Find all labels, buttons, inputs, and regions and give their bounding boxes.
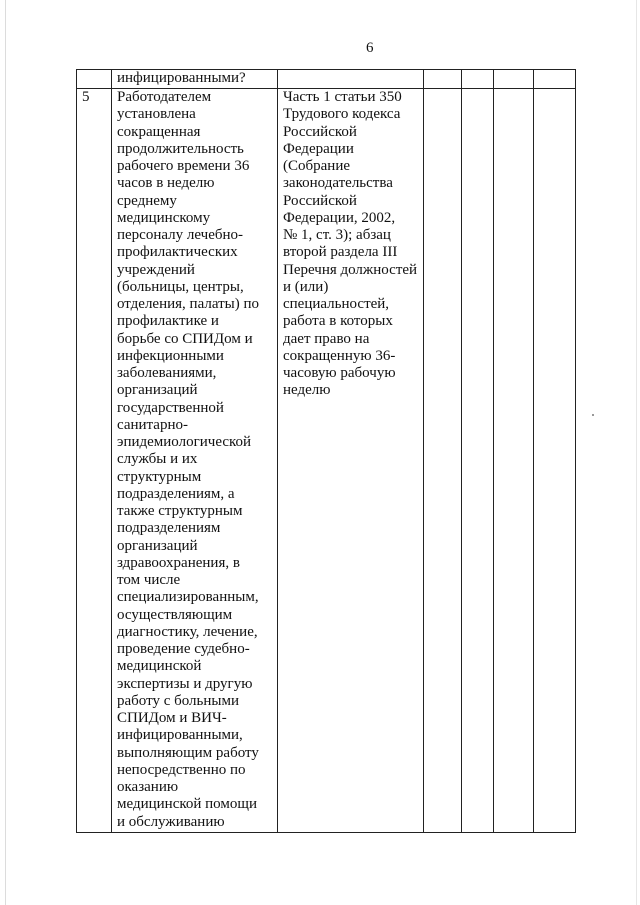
cell-number-empty xyxy=(77,70,112,89)
cell-requirement: Работодателем установлена сокращенная продолжительность рабочего времени 36 часов в неделю среднему медицинскому персоналу лечебно- профилактических учреждений (больницы, центры, отделения, палаты) по профилактике и борьбе со СПИДом и инфекционными заболеваниями, организаций государственной санитарно- эпидемиологической службы и их структурным подразделениям, а также структурным подразделениям организаций здравоохранения, в том числе специализированным, осуществляющим диагностику, лечение, проведение судебно- медицинской экспертизы и другую работу с больными СПИДом и ВИЧ- инфицированными, выполняющим работу непосредственно по оказанию медицинской помощи и обслуживанию xyxy=(112,89,278,833)
cell-reference-empty xyxy=(278,70,424,89)
cell-comment xyxy=(534,70,576,89)
table-row-continuation xyxy=(77,70,576,89)
checklist-table xyxy=(76,69,576,833)
scan-speck xyxy=(592,414,594,416)
cell-comment xyxy=(534,89,576,833)
cell-answer-yes xyxy=(424,89,462,833)
page-number: 6 xyxy=(366,40,374,56)
cell-answer-not-applicable xyxy=(494,89,534,833)
scan-edge-right xyxy=(636,0,637,905)
cell-requirement-continuation: инфицированными? xyxy=(112,70,278,89)
cell-answer-yes xyxy=(424,70,462,89)
cell-answer-no xyxy=(462,89,494,833)
cell-answer-no xyxy=(462,70,494,89)
table-row-5 xyxy=(77,89,576,833)
scan-edge-left xyxy=(5,0,6,905)
cell-legal-reference: Часть 1 статьи 350 Трудового кодекса Российской Федерации (Собрание законодательства Российской Федерации, 2002, № 1, ст. 3); абзац второй раздела III Перечня должностей и (или) специальностей, работа в которых дает право на сокращенную 36- часовую рабочую неделю xyxy=(278,89,424,833)
cell-row-number: 5 xyxy=(77,89,112,833)
cell-answer-not-applicable xyxy=(494,70,534,89)
